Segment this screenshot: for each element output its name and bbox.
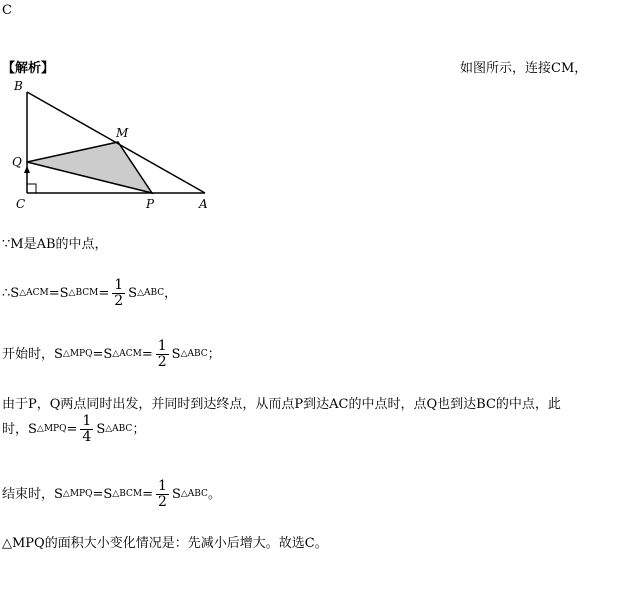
triangle-figure — [0, 76, 220, 216]
answer-letter: C — [2, 3, 12, 18]
section-label: 【解析】 — [2, 61, 55, 76]
label-c: C — [16, 197, 26, 211]
fraction-one-half: $\frac{1}{2}$ — [158, 478, 167, 510]
intro-text: 如图所示，连接CM， — [460, 61, 588, 76]
label-q: Q — [12, 155, 22, 169]
label-p: P — [146, 197, 155, 211]
formula-line-3: 开始时，S △MPQ =S △ACM = $\frac{1}{2}$ S △ABC ； — [2, 338, 221, 370]
arrow-q-head — [24, 166, 30, 173]
reason-line-1: ∵M是AB的中点， — [2, 237, 108, 252]
fraction-one-half: $\frac{1}{2}$ — [114, 277, 124, 309]
formula-line-5: 结束时，S △MPQ =S △BCM = $\frac{1}{2}$ S △ABC 。 — [2, 478, 221, 510]
label-a: A — [199, 197, 208, 211]
conclusion-line: △MPQ的面积大小变化情况是：先减小后增大。故选C。 — [2, 536, 328, 551]
reason-line-4a: 由于P，Q两点同时出发，并同时到达终点，从而点P到达AC的中点时，点Q也到达BC的中点，此 — [2, 397, 561, 412]
label-b: B — [14, 79, 23, 93]
fraction-one-half: $\frac{1}{2}$ — [157, 338, 167, 370]
right-angle-mark — [27, 184, 36, 193]
formula-line-4b: 时，S △MPQ = $\frac{1}{4}$ S △ABC ； — [2, 413, 146, 445]
label-m: M — [116, 126, 129, 140]
fraction-one-quarter: $\frac{1}{4}$ — [82, 413, 92, 445]
formula-line-2: ∴S △ACM =S △BCM = $\frac{1}{2}$ S △ABC ， — [2, 277, 178, 309]
shaded-triangle-mpq — [27, 142, 152, 193]
